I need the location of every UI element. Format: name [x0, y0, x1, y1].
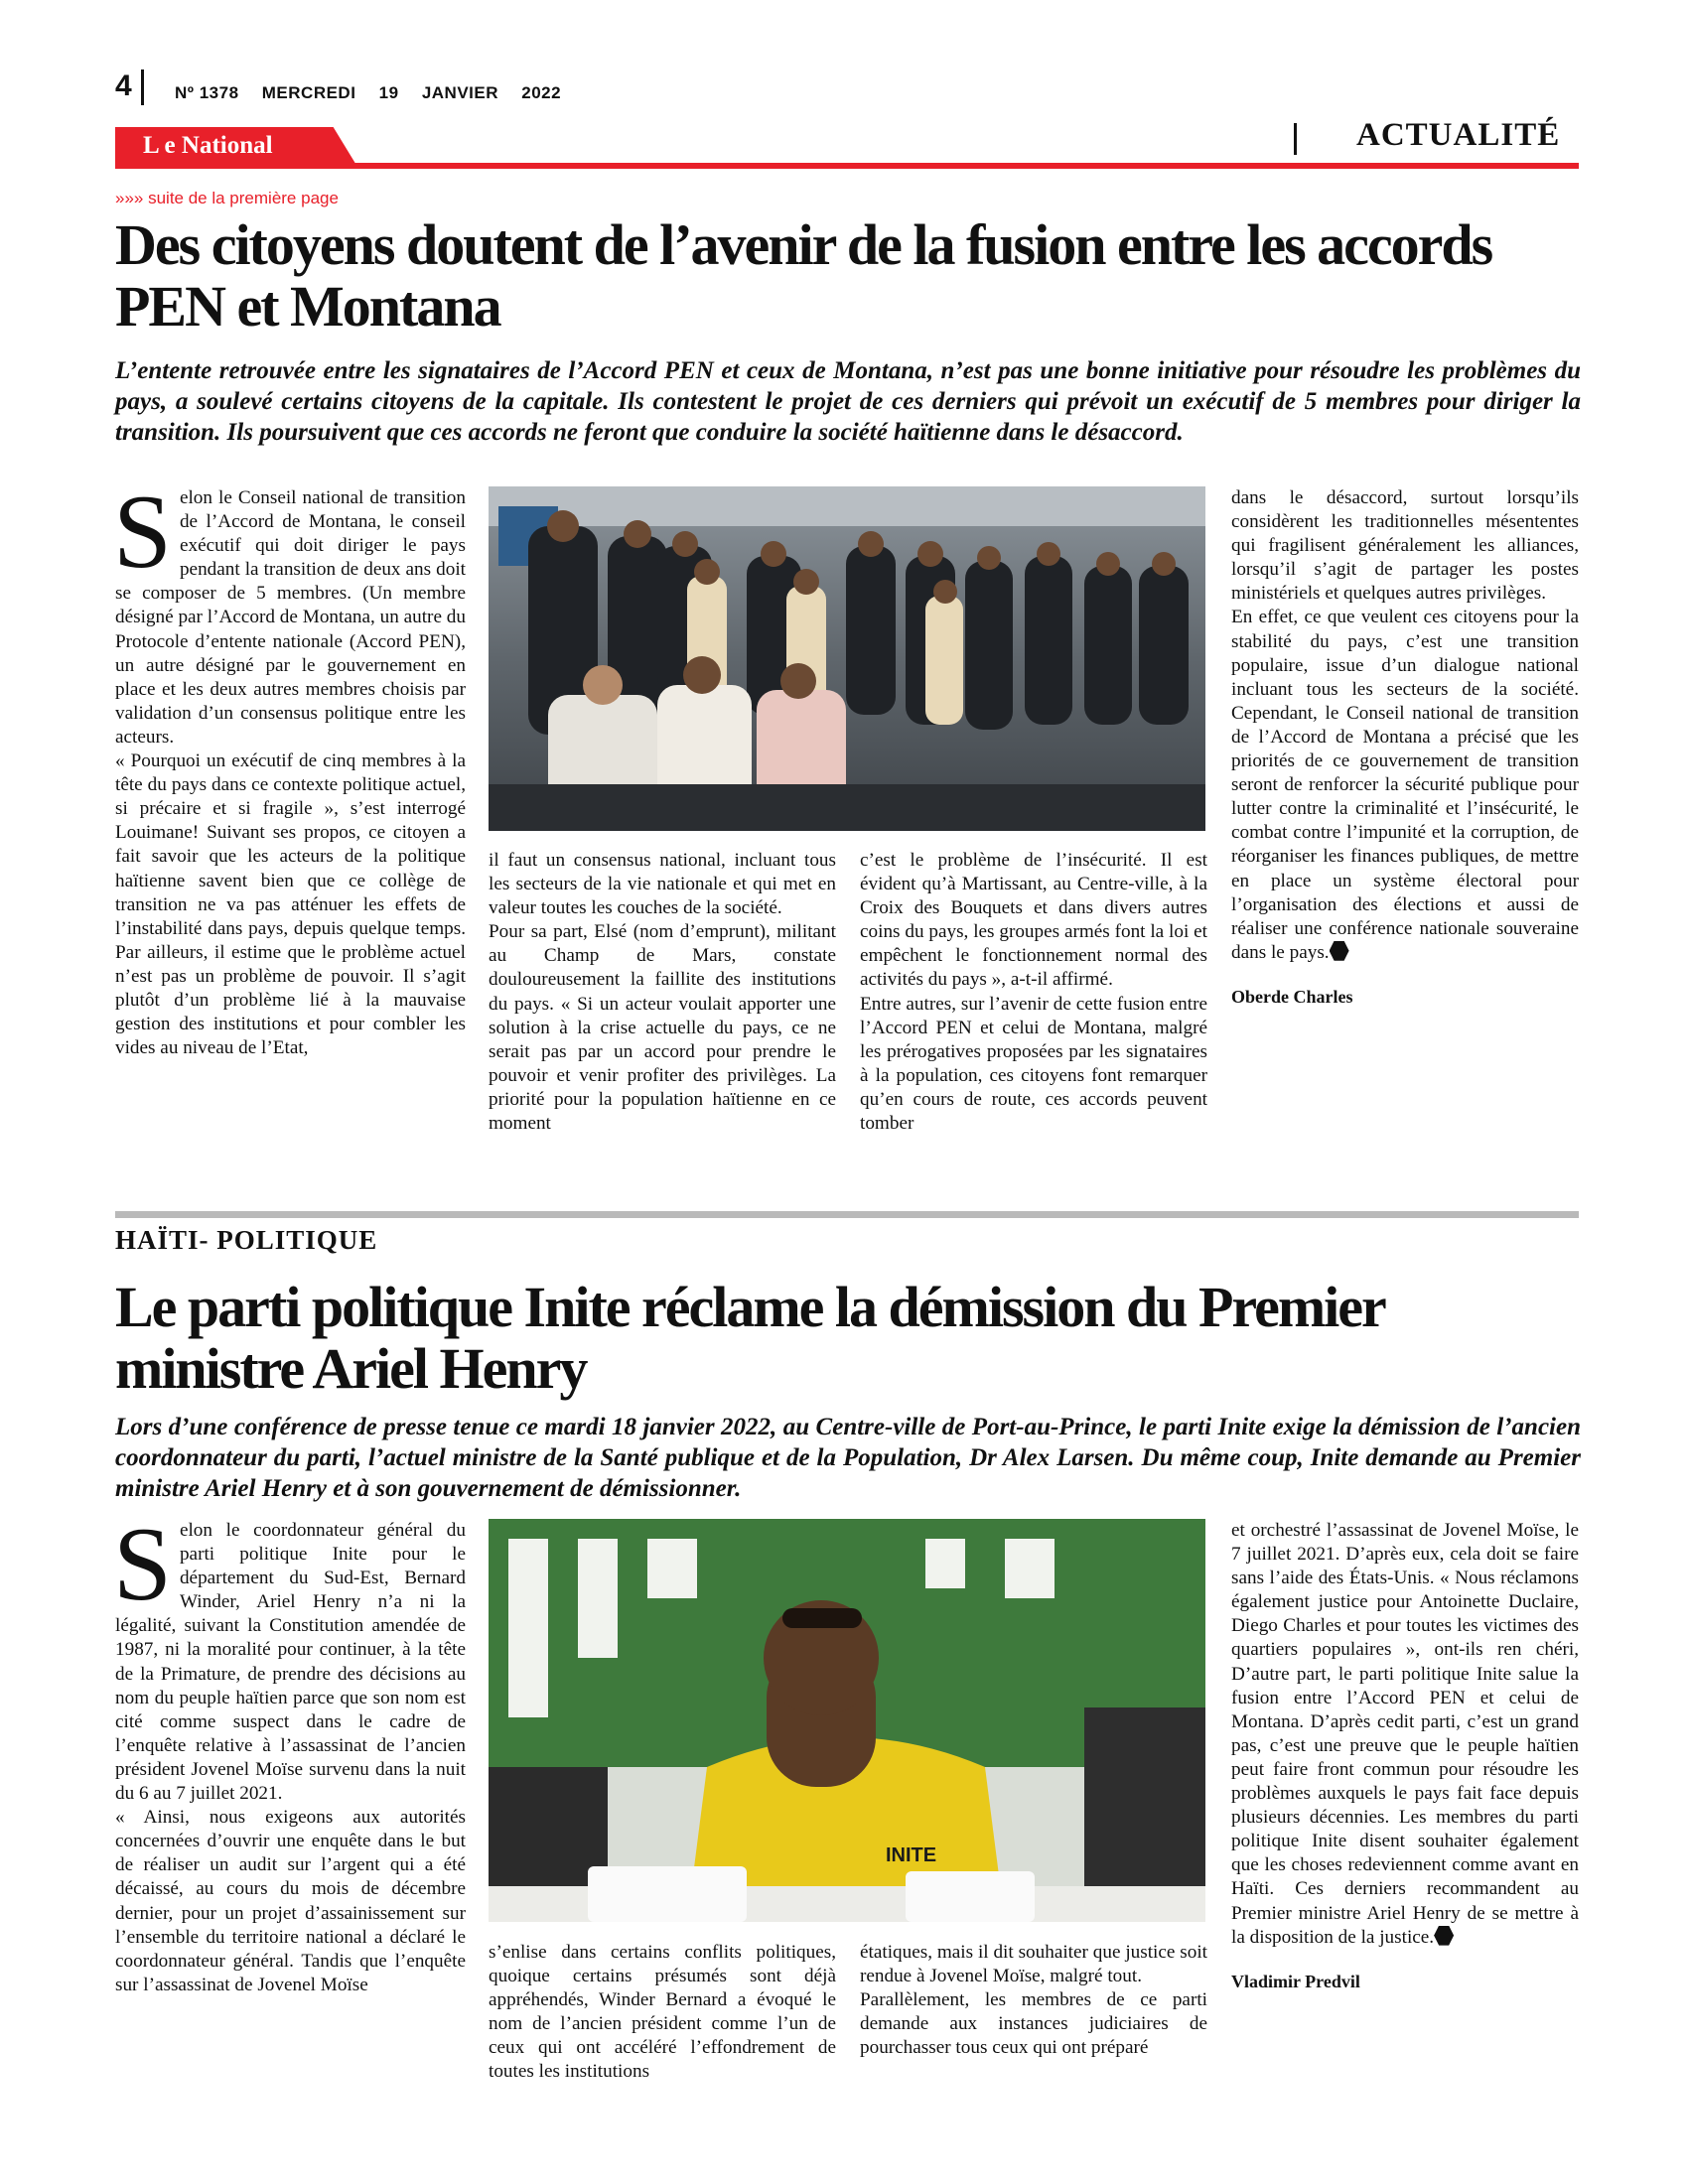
- article2-column-4: [1231, 1519, 1579, 1993]
- brand-logo: L e National: [143, 132, 273, 159]
- article1-column-4: [1231, 486, 1579, 1009]
- issue-weekday: MERCREDI: [261, 83, 356, 102]
- article2-dropcap: S: [113, 1506, 172, 1622]
- article1-paragraph-text: En effet, ce que veulent ces citoyens pour la stabilité du pays, c’est une transition populaire, issue d’un dialogue national incluant tous les secteurs de la société. Cependant, le Conseil national de transition de l’Accord de Montana a précisé que les priorités de ce gouvernement de transition seront de renforcer la sécurité publique pour lutter contre la criminalité et l’insécurité, le combat contre l’impunité et la corruption, de réorganiser les finances publiques, de mettre en place un système électoral pour l’organisation des élections et aussi de réaliser une conférence nationale souveraine dans le pays.: [1231, 607, 1579, 963]
- article2-headline: [115, 1277, 1585, 1400]
- issue-year: 2022: [521, 83, 562, 102]
- section-divider: [1294, 123, 1297, 155]
- shirt-logo-text: INITE: [886, 1844, 937, 1866]
- article2-author: Vladimir Predvil: [1231, 1971, 1360, 1991]
- article2-column-3: [860, 1941, 1207, 2060]
- article1-author: Oberde Charles: [1231, 986, 1353, 1007]
- section-title: ACTUALITÉ: [1356, 117, 1561, 153]
- article1-lede: L’entente retrouvée entre les signataires de l’Accord PEN et ceux de Montana, n’est pas une bonne initiative pour résoudre les problèmes du pays, a soulevé certains citoyens de la capitale. Ils contestent le projet de ces derniers qui prévoit un exécutif de 5 membres pour diriger la transition. Ils poursuivent que ces accords ne feront que conduire la société haïtienne dans le désaccord.: [115, 357, 1581, 446]
- article2-paragraph: elon le coordonnateur général du parti politique Inite pour le département du Sud-Est, Bernard Winder, Ariel Henry n’a ni la légalité, suivant la Constitution amendée de 1987, ni la moralité pour continuer, à la tête de la Primature, de prendre des décisions au nom du peuple haïtien parce que son nom est cité comme suspect dans le cadre de l’enquête relative à l’assassinat de l’ancien président Jovenel Moïse survenu dans la nuit du 6 au 7 juillet 2021.: [115, 1520, 466, 1805]
- article1-paragraph: c’est le problème de l’insécurité. Il est évident qu’à Martissant, au Centre-ville, à la Croix des Bouquets et dans divers autres coins du pays, les groupes armés font la loi et empêchent le fonctionnement normal des activités du pays », a-t-il affirmé.: [860, 850, 1207, 991]
- article1-headline-line2: PEN et Montana: [115, 274, 500, 339]
- article1-column-3: [860, 849, 1207, 1136]
- article1-paragraph: Entre autres, sur l’avenir de cette fusion entre l’Accord PEN et celui de Montana, malgré les prérogatives proposées par les signataires à la population, ces citoyens font remarquer qu’en cours de route, ces accords peuvent tomber: [860, 993, 1207, 1135]
- header-divider: [141, 69, 144, 105]
- article2-paragraph: [1231, 1519, 1579, 1950]
- article1-paragraph: elon le Conseil national de transition de l’Accord de Montana, le conseil exécutif qui doit diriger le pays pendant la transition de deux ans doit se composer de 5 membres. (Un membre désigné par l’Accord de Montana, un autre du Protocole d’entente nationale (Accord PEN), un autre désigné par le gouvernement en place et les deux autres membres choisis par validation d’un consensus politique entre les acteurs.: [115, 487, 466, 748]
- article2-paragraph: étatiques, mais il dit souhaiter que justice soit rendue à Jovenel Moïse, malgré tout.: [860, 1942, 1207, 1987]
- article2-paragraph-text: et orchestré l’assassinat de Jovenel Moïse, le 7 juillet 2021. D’après eux, cela doit se faire sans l’aide des États-Unis. « Nous réclamons également justice pour Antoinette Duclaire, Diego Charles et pour toutes les victimes des quartiers populaires », ont-ils ren chéri, D’autre part, le parti politique Inite salue la fusion entre l’Accord PEN et celui de Montana. D’après cedit parti, c’est un grand pas, c’est une preuve que le peuple haïtien peut faire front commun pour résoudre les problèmes auxquels le pays fait face depuis plusieurs décennies. Les membres du parti politique Inite disent souhaiter également que les choses redeviennent comme avant en Haïti. Ces derniers recommandent au Premier ministre Ariel Henry de se mettre à la disposition de la justice.: [1231, 1520, 1579, 1948]
- article2-headline-line2: ministre Ariel Henry: [115, 1336, 587, 1401]
- continuation-kicker: »»» suite de la première page: [115, 189, 339, 207]
- issue-date-line: [175, 83, 579, 103]
- article1-column-2: [489, 849, 836, 1136]
- article2-photo-speaker: [489, 1519, 1205, 1922]
- article1-paragraph: dans le désaccord, surtout lorsqu’ils considèrent les traditionnelles mésententes qui fragilisent généralement les alliances, lorsqu’il s’agit de partager les postes ministériels et quelques autres privilèges.: [1231, 487, 1579, 605]
- article1-headline-line1: Des citoyens doutent de l’avenir de la fusion entre les accords: [115, 212, 1492, 277]
- issue-month: JANVIER: [421, 83, 499, 102]
- article1-photo-group: [489, 486, 1205, 831]
- article1-column-1: [113, 474, 466, 1060]
- article1-dropcap: S: [113, 474, 172, 590]
- article1-headline: [115, 214, 1585, 338]
- header-red-rule: [115, 163, 1579, 169]
- article2-lede: Lors d’une conférence de presse tenue ce mardi 18 janvier 2022, au Centre-ville de Port-au-Prince, le parti Inite exige la démission de l’ancien coordonnateur du parti, l’actuel ministre de la Santé publique et de la Population, Dr Alex Larsen. Du même coup, Inite demande au Premier ministre Ariel Henry et à son gouvernement de démissionner.: [115, 1414, 1581, 1502]
- article2-column-1: [113, 1506, 466, 1997]
- end-of-article-icon: [1434, 1926, 1454, 1946]
- article2-paragraph: Parallèlement, les membres de ce parti demande aux instances judiciaires de pourchasser tous ceux qui ont préparé: [860, 1989, 1207, 2059]
- end-of-article-icon: [1330, 941, 1349, 961]
- page-number: 4: [115, 69, 132, 102]
- article2-column-2: [489, 1941, 836, 2085]
- article2-paragraph: s’enlise dans certains conflits politiques, quoique certains présumés sont déjà appréhendés, Winder Bernard a évoqué le nom de l’ancien président comme l’un de ceux qui ont accéléré l’effondrement de toutes les institutions: [489, 1942, 836, 2083]
- article-separator: [115, 1211, 1579, 1218]
- article1-paragraph: il faut un consensus national, incluant tous les secteurs de la vie nationale et qui met en valeur toutes les couches de la société.: [489, 850, 836, 919]
- article2-paragraph: « Ainsi, nous exigeons aux autorités concernées d’ouvrir une enquête dans le but de réaliser un audit sur l’argent qui a été décaissé, au cours du mois de décembre dernier, pour un projet d’assainissement sur l’ensemble du territoire national a déclaré le coordonnateur général. Tandis que l’enquête sur l’assassinat de Jovenel Moïse: [115, 1807, 466, 1995]
- article2-rubric: HAÏTI- POLITIQUE: [115, 1225, 378, 1255]
- article1-paragraph: « Pourquoi un exécutif de cinq membres à la tête du pays dans ce contexte politique actuel, si précaire et si fragile », s’est interrogé Louimane! Suivant ses propos, ce citoyen a fait savoir que les acteurs de la politique haïtienne savent bien que ce collège de transition ne va pas atténuer les effets de l’instabilité dans pays, depuis quelque temps. Par ailleurs, il estime que le problème actuel n’est pas un problème de pouvoir. Il s’agit plutôt d’un problème lié à la mauvaise gestion des institutions et pour combler les vides au niveau de l’Etat,: [115, 751, 466, 1059]
- article1-paragraph: [1231, 606, 1579, 964]
- issue-day: 19: [378, 83, 399, 102]
- issue-number: Nº 1378: [175, 83, 239, 102]
- article2-headline-line1: Le parti politique Inite réclame la démission du Premier: [115, 1275, 1385, 1339]
- article1-paragraph: Pour sa part, Elsé (nom d’emprunt), militant au Champ de Mars, constate douloureusement la faillite des institutions du pays. « Si un acteur voulait apporter une solution à la crise actuelle du pays, ce ne serait pas par un accord pour prendre le pouvoir et venir profiter des privilèges. La priorité pour la population haïtienne en ce moment: [489, 921, 836, 1135]
